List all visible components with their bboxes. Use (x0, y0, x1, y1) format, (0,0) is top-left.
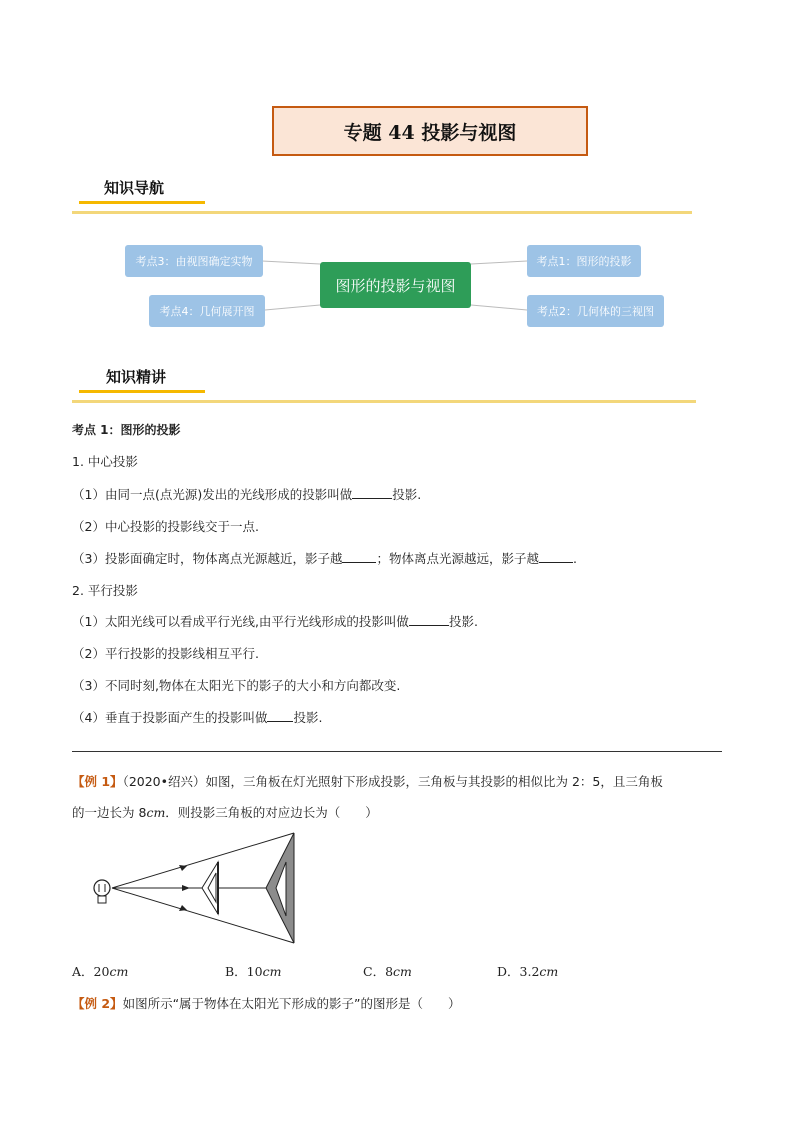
mindmap-node-kaodian4: 考点4：几何展开图 (149, 295, 265, 327)
kaodian1-heading: 考点 1：图形的投影 (72, 423, 181, 437)
answer-blank (539, 550, 573, 563)
answer-blank (409, 613, 449, 626)
s2-line2: （2）平行投影的投影线相互平行. (72, 646, 259, 661)
example1-line1 (72, 772, 663, 790)
s1-line1-text: （1）由同一点(点光源)发出的光线形成的投影叫做 (72, 487, 353, 502)
answer-blank (342, 550, 376, 563)
s2-line1-end: 投影. (448, 614, 478, 629)
s2-line4-end: 投影. (293, 710, 323, 725)
option-d-label: D．3.2 (497, 964, 540, 979)
s1-line3-text-b: ；物体离点光源越远，影子越 (376, 551, 539, 566)
page-title: 专题 44 投影与视图 (272, 106, 588, 156)
unit-cm: cm (539, 964, 559, 979)
s2-line4-text: （4）垂直于投影面产生的投影叫做 (72, 710, 268, 725)
option-a-label: A．20 (72, 964, 110, 979)
option-c-label: C．8 (363, 964, 394, 979)
example1-line2-post: ．则投影三角板的对应边长为（ ） (165, 805, 378, 820)
answer-blank (352, 486, 392, 499)
example1-line2-pre: 的一边长为 8 (72, 805, 147, 820)
s2-line1-text: （1）太阳光线可以看成平行光线,由平行光线形成的投影叫做 (72, 614, 409, 629)
arrow-icon (182, 885, 190, 891)
s1-line3-text-a: （3）投影面确定时，物体离点光源越近，影子越 (72, 551, 343, 566)
option-d (497, 962, 558, 980)
unit-cm: cm (393, 964, 412, 979)
section-divider (72, 400, 696, 403)
projection-figure (86, 830, 306, 948)
lamp-icon (94, 880, 110, 896)
answer-blank (267, 709, 293, 722)
s2-line4 (72, 708, 322, 726)
s1-line2: （2）中心投影的投影线交于一点. (72, 519, 259, 534)
mindmap-connectors (0, 0, 794, 400)
example1-line2 (72, 803, 378, 821)
unit-cm: cm (262, 964, 282, 979)
unit-cm: cm (146, 805, 166, 820)
example2-text: 如图所示“属于物体在太阳光下形成的影子”的图形是（ ） (122, 996, 461, 1011)
s1-title: 1. 中心投影 (72, 454, 138, 469)
s1-line3 (72, 549, 577, 567)
s1-line1-end: 投影. (392, 487, 422, 502)
unit-cm: cm (109, 964, 129, 979)
example2-line (72, 994, 461, 1012)
option-a (72, 962, 128, 980)
option-c (363, 962, 412, 980)
mindmap-node-kaodian3: 考点3：由视图确定实物 (125, 245, 263, 277)
horizontal-rule (72, 751, 722, 752)
light-ray-bottom (112, 888, 294, 943)
arrow-icon (179, 865, 187, 871)
section-heading-lecture: 知识精讲 (106, 368, 167, 386)
example2-tag: 【例 2】 (72, 996, 123, 1011)
section-heading-nav: 知识导航 (104, 179, 165, 197)
example1-text: （2020•绍兴）如图，三角板在灯光照射下形成投影，三角板与其投影的相似比为 2：5，且三角板 (122, 774, 663, 789)
option-b (225, 962, 281, 980)
mindmap-node-kaodian1: 考点1：图形的投影 (527, 245, 641, 277)
light-ray-top (112, 833, 294, 888)
section-underline (79, 390, 205, 393)
s2-line3: （3）不同时刻,物体在太阳光下的影子的大小和方向都改变. (72, 678, 401, 693)
s2-line1 (72, 612, 478, 630)
option-b-label: B．10 (225, 964, 263, 979)
s1-line1 (72, 485, 421, 503)
s1-line3-end: . (572, 551, 577, 566)
mindmap-center: 图形的投影与视图 (320, 262, 471, 308)
example1-tag: 【例 1】 (72, 774, 123, 789)
arrow-icon (179, 905, 187, 911)
s2-title: 2. 平行投影 (72, 583, 138, 598)
mindmap-node-kaodian2: 考点2：几何体的三视图 (527, 295, 664, 327)
